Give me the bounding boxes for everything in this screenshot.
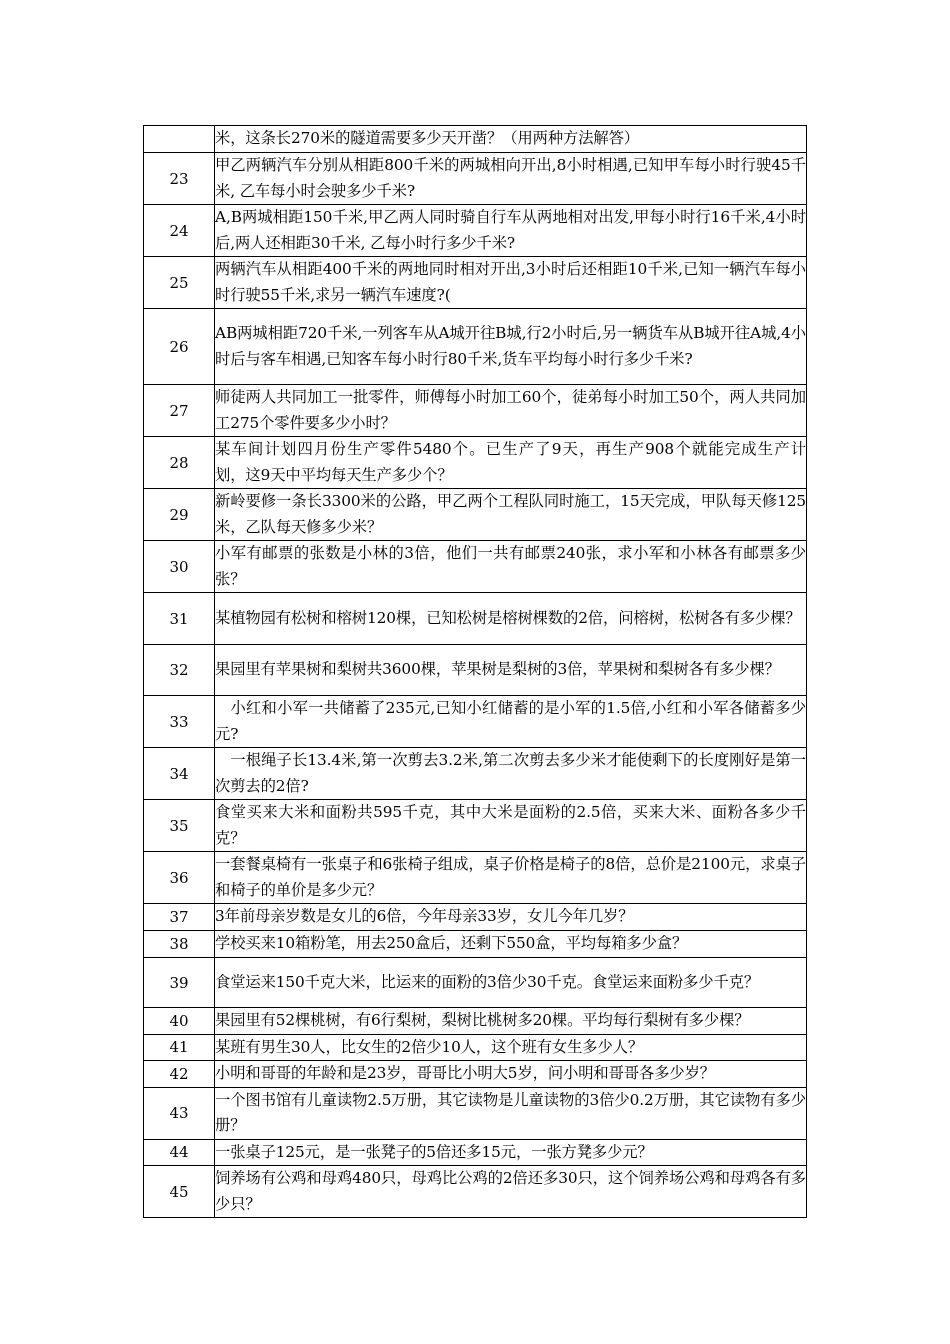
problem-text: A,B两城相距150千米,甲乙两人同时骑自行车从两地相对出发,甲每小时行16千米,4小时后,两人还相距30千米, 乙每小时行多少千米? bbox=[215, 205, 807, 257]
problem-number: 36 bbox=[144, 852, 215, 904]
problem-number: 41 bbox=[144, 1034, 215, 1061]
problem-text: 小红和小军一共储蓄了235元,已知小红储蓄的是小军的1.5倍,小红和小军各储蓄多少元? bbox=[215, 696, 807, 748]
table-row bbox=[144, 1166, 807, 1218]
table-row bbox=[144, 541, 807, 593]
problem-text: 新岭要修一条长3300米的公路，甲乙两个工程队同时施工，15天完成，甲队每天修125米，乙队每天修多少米？ bbox=[215, 489, 807, 541]
problem-number: 33 bbox=[144, 696, 215, 748]
problem-text: 米，这条长270米的隧道需要多少天开凿？（用两种方法解答） bbox=[215, 126, 807, 153]
problem-text: 果园里有苹果树和梨树共3600棵，苹果树是梨树的3倍，苹果树和梨树各有多少棵？ bbox=[215, 645, 807, 696]
problem-number: 45 bbox=[144, 1166, 215, 1218]
problem-text: 小军有邮票的张数是小林的3倍，他们一共有邮票240张，求小军和小林各有邮票多少张？ bbox=[215, 541, 807, 593]
problem-text: 甲乙两辆汽车分别从相距800千米的两城相向开出,8小时相遇,已知甲车每小时行驶45千米, 乙车每小时会驶多少千米? bbox=[215, 153, 807, 205]
table-row bbox=[144, 931, 807, 958]
table-row bbox=[144, 1061, 807, 1088]
problem-text: 学校买来10箱粉笔，用去250盒后，还剩下550盒，平均每箱多少盒？ bbox=[215, 931, 807, 958]
problem-text: 一套餐桌椅有一张桌子和6张椅子组成，桌子价格是椅子的8倍，总价是2100元，求桌子和椅子的单价是多少元？ bbox=[215, 852, 807, 904]
table-row bbox=[144, 1034, 807, 1061]
problem-text: AB两城相距720千米,一列客车从A城开往B城,行2小时后,另一辆货车从B城开往A城,4小时后与客车相遇,已知客车每小时行80千米,货车平均每小时行多少千米? bbox=[215, 309, 807, 385]
problem-text: 食堂运来150千克大米，比运来的面粉的3倍少30千克。食堂运来面粉多少千克？ bbox=[215, 958, 807, 1008]
problem-number: 31 bbox=[144, 593, 215, 645]
table-row bbox=[144, 958, 807, 1008]
table-row bbox=[144, 904, 807, 931]
problem-number: 24 bbox=[144, 205, 215, 257]
table-row bbox=[144, 153, 807, 205]
table-row bbox=[144, 1008, 807, 1035]
problem-text: 饲养场有公鸡和母鸡480只，母鸡比公鸡的2倍还多30只，这个饲养场公鸡和母鸡各有多少只？ bbox=[215, 1166, 807, 1218]
problem-number: 23 bbox=[144, 153, 215, 205]
problem-number: 42 bbox=[144, 1061, 215, 1088]
problem-number bbox=[144, 126, 215, 153]
table-row bbox=[144, 748, 807, 800]
problem-number: 27 bbox=[144, 385, 215, 437]
table-row bbox=[144, 645, 807, 696]
problem-number: 38 bbox=[144, 931, 215, 958]
problem-text: 3年前母亲岁数是女儿的6倍，今年母亲33岁，女儿今年几岁？ bbox=[215, 904, 807, 931]
problem-text: 两辆汽车从相距400千米的两地同时相对开出,3小时后还相距10千米,已知一辆汽车每小时行驶55千米,求另一辆汽车速度?( bbox=[215, 257, 807, 309]
problem-number: 35 bbox=[144, 800, 215, 852]
table-row bbox=[144, 593, 807, 645]
problem-number: 34 bbox=[144, 748, 215, 800]
table-row bbox=[144, 309, 807, 385]
problem-number: 37 bbox=[144, 904, 215, 931]
problem-number: 43 bbox=[144, 1087, 215, 1139]
table-row bbox=[144, 205, 807, 257]
problem-number: 40 bbox=[144, 1008, 215, 1035]
problem-text: 师徒两人共同加工一批零件，师傅每小时加工60个，徒弟每小时加工50个，两人共同加工275个零件要多少小时？ bbox=[215, 385, 807, 437]
table-row bbox=[144, 257, 807, 309]
problem-number: 26 bbox=[144, 309, 215, 385]
problem-text: 某植物园有松树和榕树120棵，已知松树是榕树棵数的2倍，问榕树，松树各有多少棵？ bbox=[215, 593, 807, 645]
problem-number: 25 bbox=[144, 257, 215, 309]
problem-number: 39 bbox=[144, 958, 215, 1008]
table-row bbox=[144, 1139, 807, 1166]
table-row bbox=[144, 489, 807, 541]
problem-number: 32 bbox=[144, 645, 215, 696]
table-row bbox=[144, 800, 807, 852]
problem-text: 某班有男生30人，比女生的2倍少10人，这个班有女生多少人？ bbox=[215, 1034, 807, 1061]
problem-text: 一根绳子长13.4米,第一次剪去3.2米,第二次剪去多少米才能使剩下的长度刚好是第一次剪去的2倍? bbox=[215, 748, 807, 800]
problem-number: 29 bbox=[144, 489, 215, 541]
problem-text: 果园里有52棵桃树，有6行梨树，梨树比桃树多20棵。平均每行梨树有多少棵？ bbox=[215, 1008, 807, 1035]
table-row bbox=[144, 126, 807, 153]
problem-number: 30 bbox=[144, 541, 215, 593]
problem-number: 44 bbox=[144, 1139, 215, 1166]
table-row bbox=[144, 696, 807, 748]
problems-table bbox=[143, 125, 822, 1218]
problem-number: 28 bbox=[144, 437, 215, 489]
problem-text: 一个图书馆有儿童读物2.5万册，其它读物是儿童读物的3倍少0.2万册，其它读物有多少册？ bbox=[215, 1087, 807, 1139]
table-row bbox=[144, 437, 807, 489]
problem-sheet bbox=[143, 125, 822, 1218]
table-row bbox=[144, 385, 807, 437]
problem-text: 小明和哥哥的年龄和是23岁，哥哥比小明大5岁，问小明和哥哥各多少岁？ bbox=[215, 1061, 807, 1088]
table-row bbox=[144, 852, 807, 904]
problem-text: 一张桌子125元，是一张凳子的5倍还多15元，一张方凳多少元？ bbox=[215, 1139, 807, 1166]
table-row bbox=[144, 1087, 807, 1139]
problem-text: 某车间计划四月份生产零件5480个。已生产了9天，再生产908个就能完成生产计 划，这9天中平均每天生产多少个？ bbox=[215, 437, 807, 489]
problem-text: 食堂买来大米和面粉共595千克，其中大米是面粉的2.5倍，买来大米、面粉各多少千克？ bbox=[215, 800, 807, 852]
